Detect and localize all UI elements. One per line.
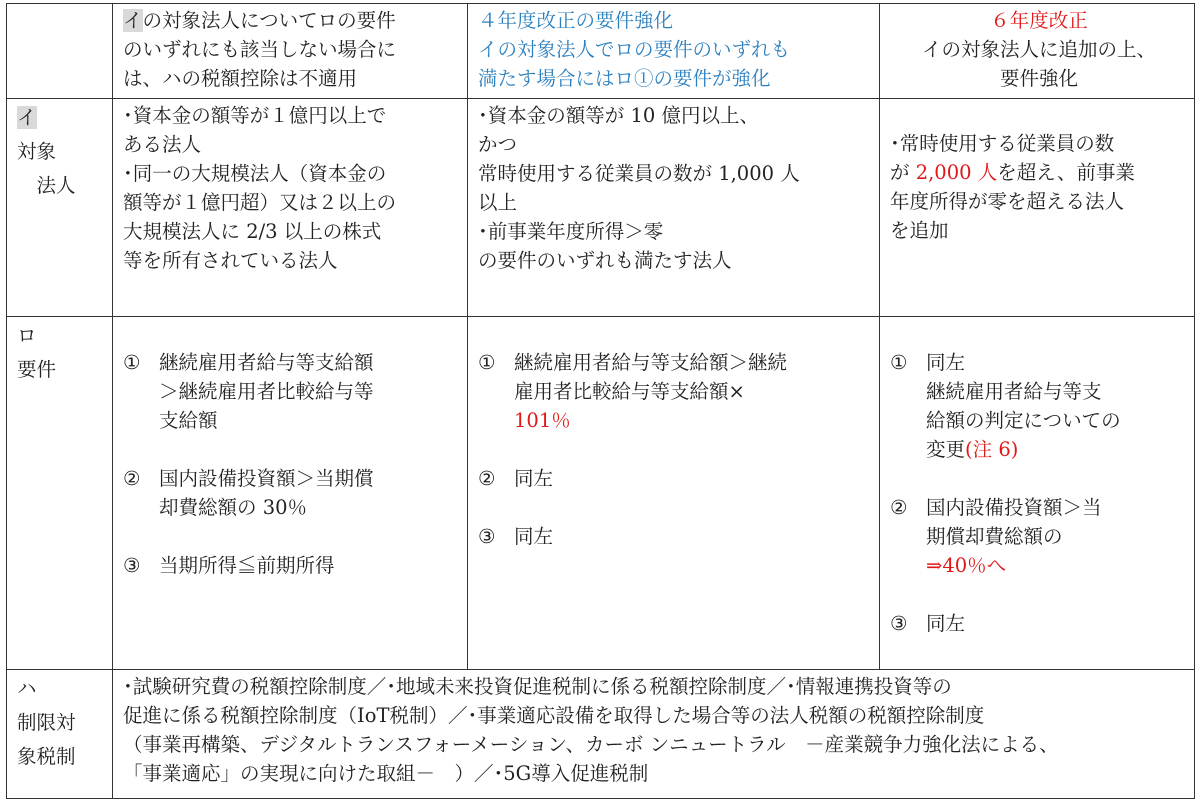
list-item bbox=[890, 609, 1188, 638]
row-ro-label: ロ 要件 bbox=[7, 317, 113, 670]
row-i-col1: ･資本金の額等が１億円以上で ある法人 ･同一の大規模法人（資本金の 額等が１億円超）又は２以上の 大規模法人に 2/3 以上の株式 等を所有されている法人 bbox=[113, 99, 468, 317]
row-ro-col3 bbox=[880, 317, 1195, 670]
item-number: ③ bbox=[123, 554, 141, 577]
list-item bbox=[478, 464, 873, 493]
item-text-part: 同左 継続雇用者給与等支 給額の判定についての 変更 bbox=[926, 351, 1121, 461]
item-number: ① bbox=[123, 351, 141, 374]
header-row bbox=[7, 4, 1195, 99]
header-col1 bbox=[113, 4, 468, 99]
item-text: 同左 bbox=[514, 467, 554, 490]
row-i-col3-red: 2,000 人 bbox=[915, 161, 998, 184]
item-number: ③ bbox=[890, 612, 908, 635]
item-text bbox=[926, 493, 1188, 580]
item-text: 同左 bbox=[926, 612, 966, 635]
row-ro-col2 bbox=[468, 317, 880, 670]
header-empty-cell bbox=[7, 4, 113, 99]
header-col3-text: イの対象法人に追加の上、 要件強化 bbox=[921, 38, 1156, 90]
item-number: ② bbox=[478, 467, 496, 490]
item-text bbox=[926, 348, 1188, 464]
item-text: 国内設備投資額＞当期償 却費総額の 30％ bbox=[159, 467, 374, 519]
item-text-red: (注 6) bbox=[965, 438, 1019, 461]
list-item bbox=[890, 348, 1188, 464]
item-text bbox=[514, 348, 873, 435]
row-ro-col1 bbox=[113, 317, 468, 670]
list-item bbox=[123, 551, 461, 580]
row-i-col3 bbox=[880, 99, 1195, 317]
item-number: ② bbox=[890, 496, 908, 519]
row-i-label-lead: イ bbox=[17, 106, 37, 129]
row-i-col3-b: を超え、前事業 年度所得が零を超える法人 を追加 bbox=[890, 161, 1135, 242]
row-i-col2: ･資本金の額等が 10 億円以上、 かつ 常時使用する従業員の数が 1,000 人 以上 ･前事業年度所得＞零 の要件のいずれも満たす法人 bbox=[468, 99, 880, 317]
item-text: 同左 bbox=[514, 525, 554, 548]
row-i-label-text: 対象 法人 bbox=[17, 140, 76, 197]
list-item bbox=[478, 522, 873, 551]
row-ha-text: ･試験研究費の税額控除制度／･地域未来投資促進税制に係る税額控除制度／･情報連携投資等の 促進に係る税額控除制度（IoT税制）／･事業適応設備を取得した場合等の法人税額の税額控除制度 （事業再構築、デジタルトランスフォーメーション、カーボ ンニュートラル －産業競争力強化法による、 「事業適応」の実現に向けた取組－ ）／･5G導入促進税制 bbox=[113, 670, 1195, 799]
item-text-red: ⇒40％へ bbox=[926, 554, 1007, 577]
list-item bbox=[890, 493, 1188, 580]
row-ro bbox=[7, 317, 1195, 670]
row-i-label bbox=[7, 99, 113, 317]
list-item bbox=[123, 348, 461, 435]
header-col1-text: の対象法人についてロの要件 のいずれにも該当しない場合に は、ハの税額控除は不適用 bbox=[123, 9, 397, 90]
item-number: ① bbox=[478, 351, 496, 374]
item-text-part: 継続雇用者給与等支給額＞継続 雇用者比較給与等支給額× bbox=[514, 351, 788, 403]
item-text-part: 国内設備投資額＞当 期償却費総額の bbox=[926, 496, 1102, 548]
item-text: 当期所得≦前期所得 bbox=[159, 554, 335, 577]
item-number: ② bbox=[123, 467, 141, 490]
item-text-red: 101％ bbox=[514, 409, 571, 432]
row-i bbox=[7, 99, 1195, 317]
header-col1-lead: イ bbox=[123, 9, 143, 32]
item-text: 継続雇用者給与等支給額 ＞継続雇用者比較給与等 支給額 bbox=[159, 351, 374, 432]
header-col3 bbox=[880, 4, 1195, 99]
item-number: ③ bbox=[478, 525, 496, 548]
list-item bbox=[123, 464, 461, 522]
header-col3-title: ６年度改正 bbox=[990, 9, 1088, 32]
header-col2: ４年度改正の要件強化 イの対象法人でロの要件のいずれも 満たす場合にはロ①の要件が強化 bbox=[468, 4, 880, 99]
list-item bbox=[478, 348, 873, 435]
row-ha-label: ハ 制限対 象税制 bbox=[7, 670, 113, 799]
row-i-col3-a: ･常時使用する従業員の数 が bbox=[890, 132, 1115, 184]
row-ha bbox=[7, 670, 1195, 799]
item-number: ① bbox=[890, 351, 908, 374]
